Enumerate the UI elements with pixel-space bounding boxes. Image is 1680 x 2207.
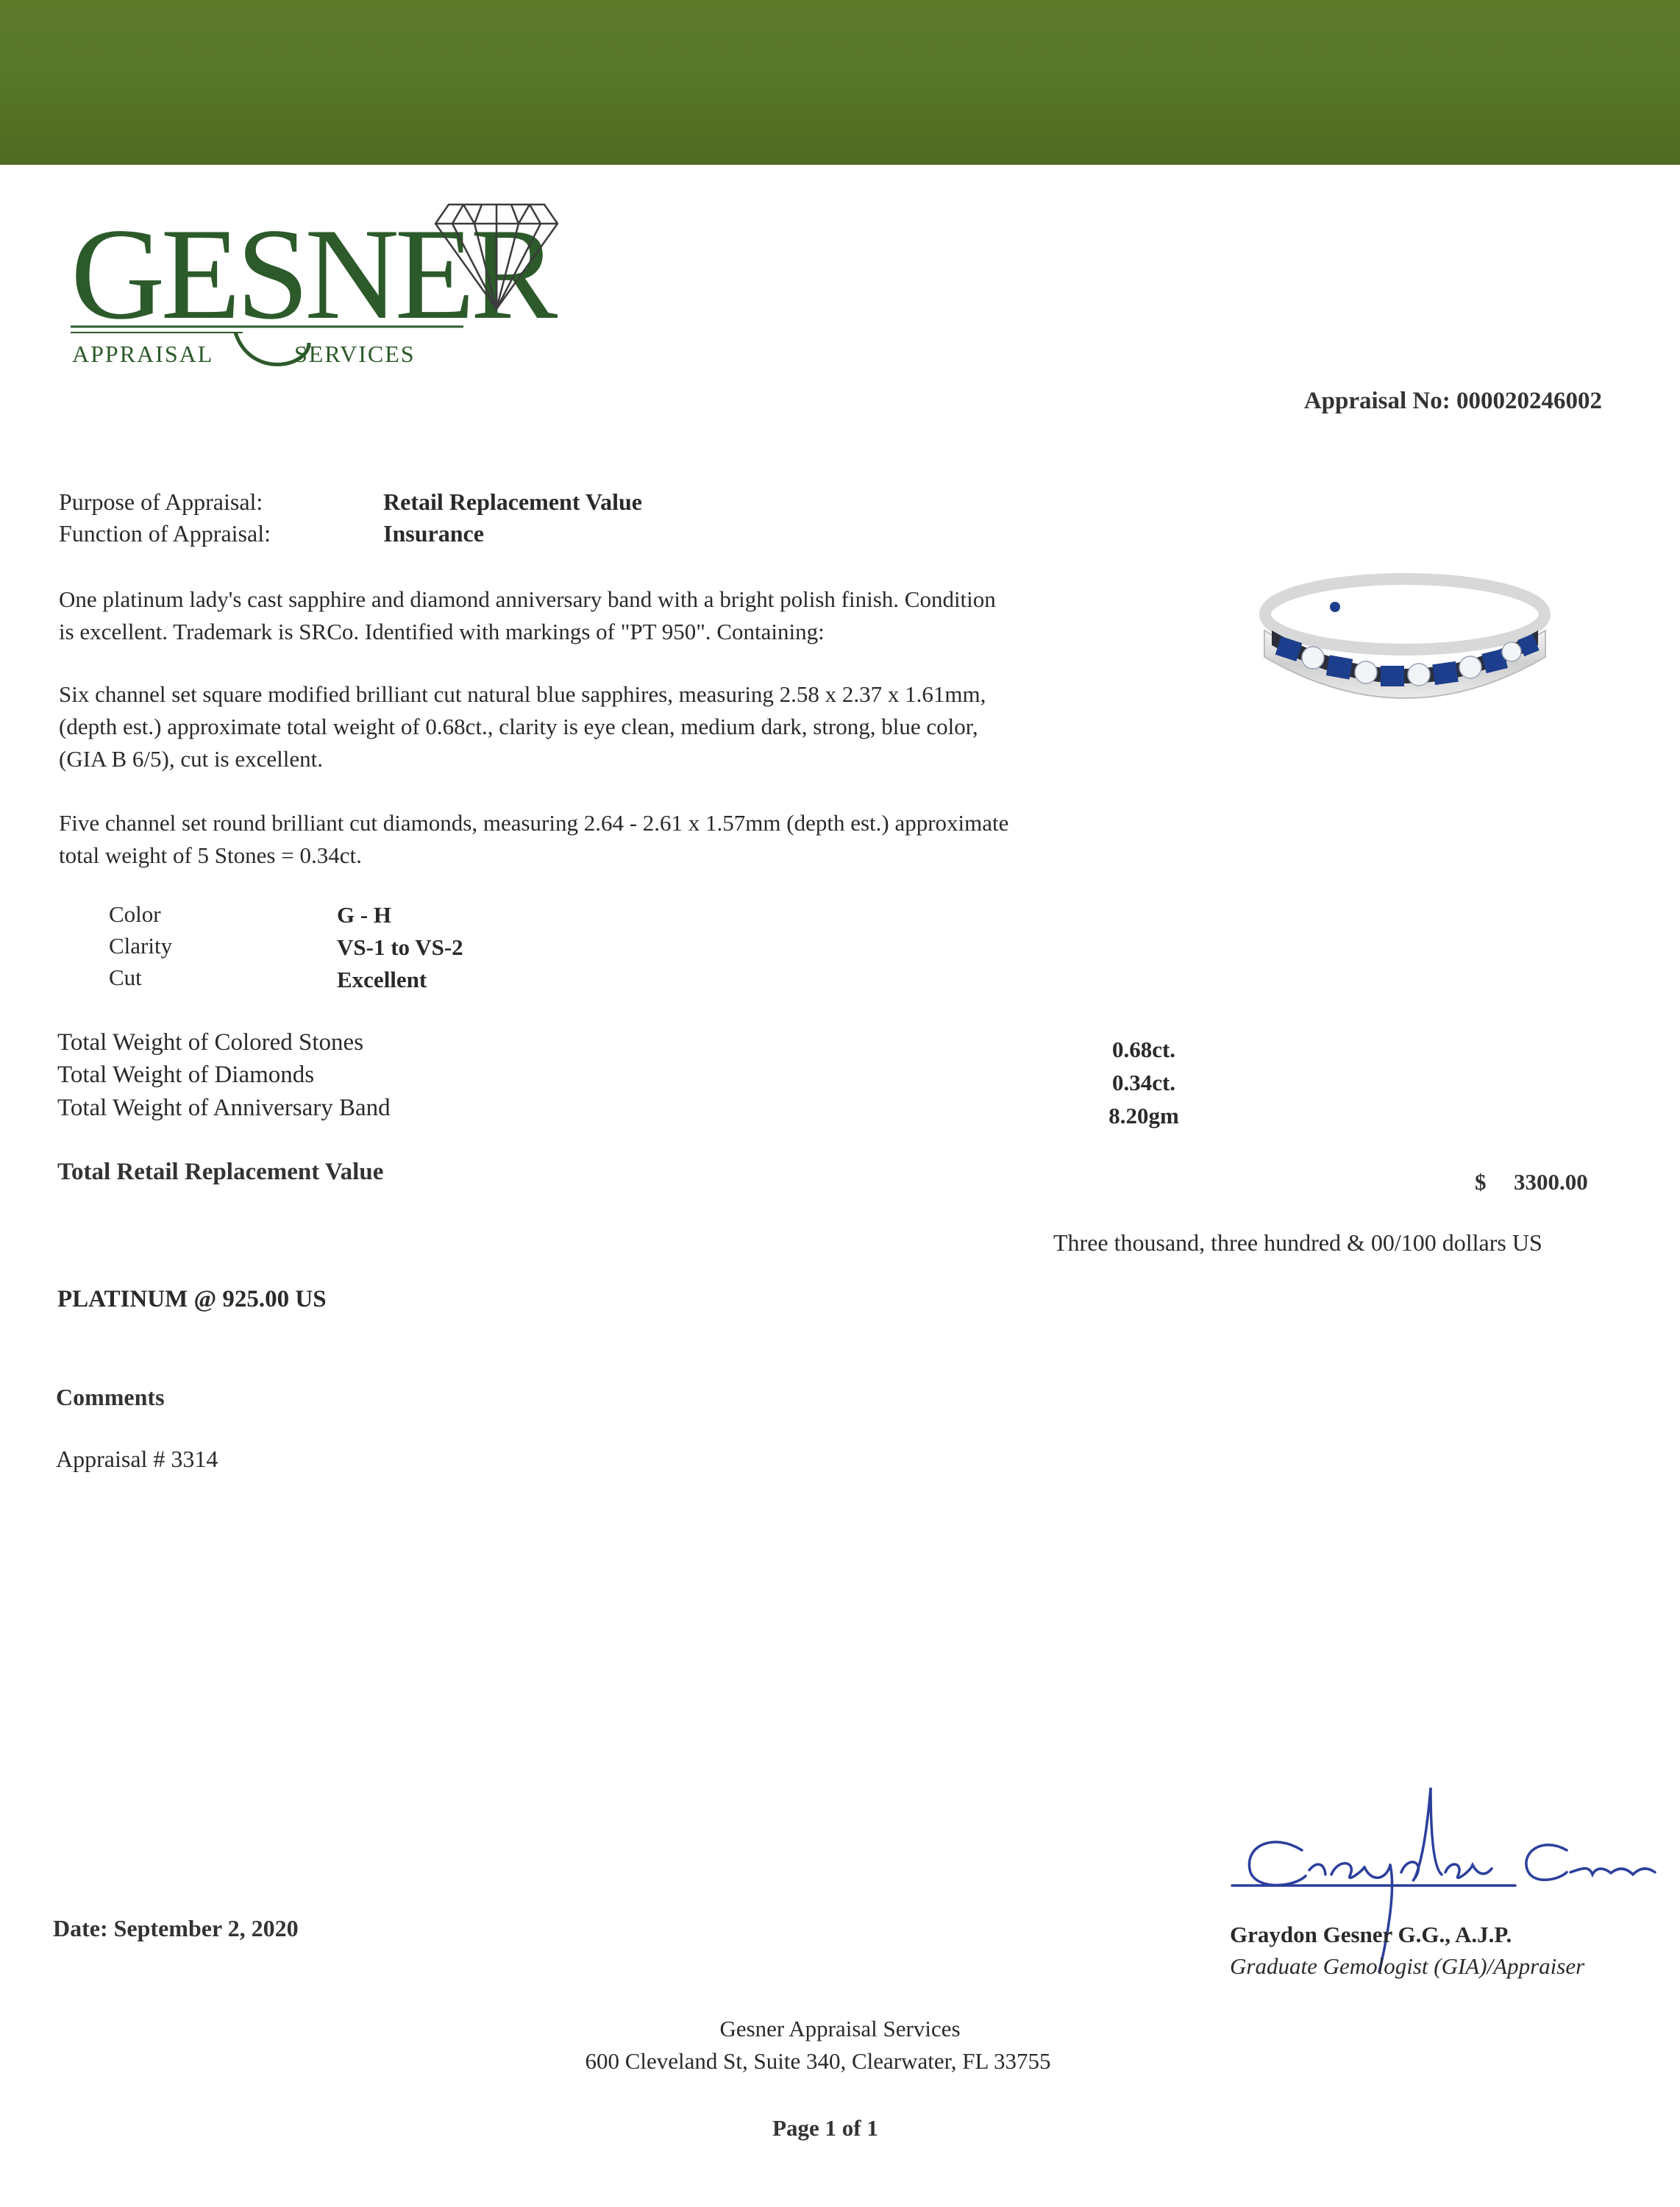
logo-wordmark: GESNER — [71, 201, 554, 346]
appraisal-number: Appraisal No: 000020246002 — [1303, 388, 1602, 414]
spec-value-clarity: VS-1 to VS-2 — [337, 934, 463, 960]
purpose-value: Retail Replacement Value — [383, 488, 642, 515]
sapphire-line: (GIA B 6/5), cut is excellent. — [59, 746, 323, 772]
appraisal-date: Date: September 2, 2020 — [53, 1915, 299, 1941]
weight-value-band: 8.20gm — [1108, 1103, 1179, 1129]
appraiser-name: Graydon Gesner G.G., A.J.P. — [1230, 1922, 1512, 1947]
diamond-line: total weight of 5 Stones = 0.34ct. — [59, 842, 362, 868]
function-label: Function of Appraisal: — [59, 520, 271, 547]
top-banner — [0, 0, 1680, 165]
sapphire-line: Six channel set square modified brilliant cut natural blue sapphires, measuring 2.58 x 2.37 x 1.61mm, — [59, 681, 986, 707]
total-label: Total Retail Replacement Value — [57, 1159, 384, 1185]
total-in-words: Three thousand, three hundred & 00/100 dollars US — [1053, 1229, 1542, 1256]
footer-company: Gesner Appraisal Services — [719, 2016, 961, 2041]
description-line: is excellent. Trademark is SRCo. Identified with markings of "PT 950". Containing: — [59, 619, 825, 644]
spec-value-color: G - H — [337, 902, 392, 928]
total-amount: 3300.00 — [1514, 1169, 1588, 1195]
sapphire-line: (depth est.) approximate total weight of 0.68ct., clarity is eye clean, medium dark, strong, blue color, — [59, 714, 978, 739]
spec-label-clarity: Clarity — [109, 933, 173, 959]
spec-value-cut: Excellent — [337, 967, 427, 992]
weight-value-diamonds: 0.34ct. — [1111, 1070, 1176, 1095]
sapphire-description — [59, 678, 1162, 775]
ring-photo — [1254, 563, 1556, 710]
page-number: Page 1 of 1 — [772, 2115, 878, 2141]
total-currency: $ — [1475, 1169, 1487, 1195]
purpose-label: Purpose of Appraisal: — [59, 488, 263, 515]
comments-text: Appraisal # 3314 — [56, 1446, 218, 1472]
logo-appraisal-word: APPRAISAL — [72, 341, 214, 367]
appraiser-title: Graduate Gemologist (GIA)/Appraiser — [1230, 1953, 1585, 1979]
weight-value-colored-stones: 0.68ct. — [1111, 1037, 1176, 1062]
company-logo — [66, 199, 566, 375]
spec-label-color: Color — [109, 901, 161, 927]
weight-label-diamonds: Total Weight of Diamonds — [57, 1062, 315, 1088]
description-line: One platinum lady's cast sapphire and diamond anniversary band with a bright polish finish. Condition — [59, 586, 996, 612]
diamond-description — [59, 807, 1162, 872]
comments-heading: Comments — [56, 1384, 165, 1410]
diamond-line: Five channel set round brilliant cut diamonds, measuring 2.64 - 2.61 x 1.57mm (depth est.) approximate — [59, 810, 1009, 836]
logo-services-word: SERVICES — [294, 341, 416, 367]
platinum-price: PLATINUM @ 925.00 US — [57, 1286, 327, 1312]
weight-label-colored-stones: Total Weight of Colored Stones — [57, 1029, 364, 1056]
item-description — [59, 583, 1162, 648]
function-value: Insurance — [383, 520, 484, 547]
weight-label-band: Total Weight of Anniversary Band — [57, 1095, 391, 1121]
footer-address: 600 Cleveland St, Suite 340, Clearwater, FL 33755 — [585, 2048, 1051, 2074]
spec-label-cut: Cut — [109, 964, 142, 990]
